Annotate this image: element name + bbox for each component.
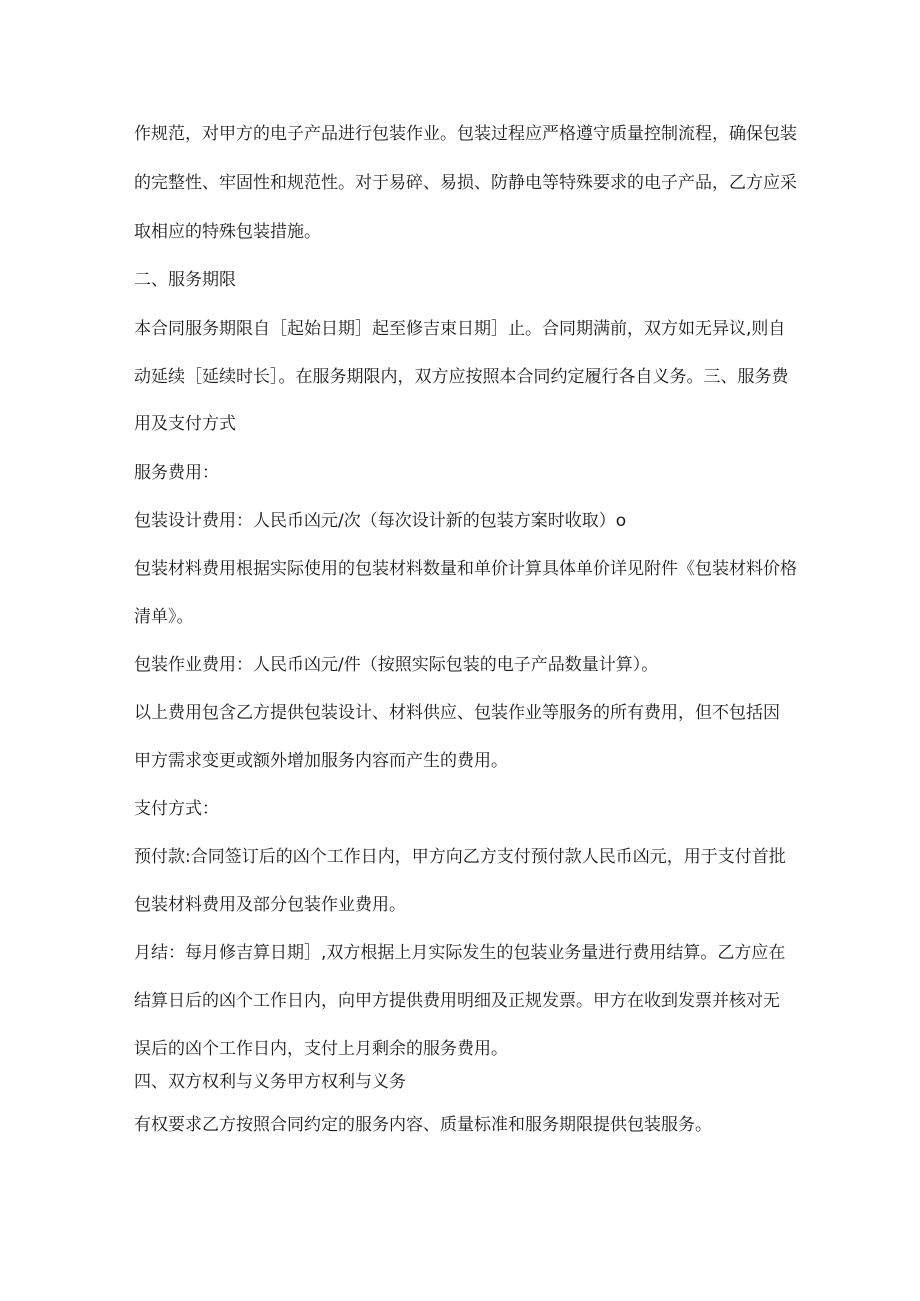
text-line: 包装设计费用：人民币凶元/次（每次设计新的包装方案时收取）o — [134, 511, 627, 531]
text-line: 作规范，对甲方的电子产品进行包装作业。包装过程应严格遵守质量控制流程，确保包装 — [134, 124, 797, 144]
subheading: 服务费用： — [134, 463, 219, 483]
text-line: 有权要求乙方按照合同约定的服务内容、质量标准和服务期限提供包装服务。 — [134, 1115, 712, 1135]
text-line: 包装材料费用及部分包装作业费用。 — [134, 895, 406, 915]
text-line: 本合同服务期限自［起始日期］起至修吉束日期］止。合同期满前，双方如无异议,则自 — [134, 319, 786, 339]
text-line: 动延续［延续时长］。在服务期限内，双方应按照本合同约定履行各自义务。三、服务费 — [134, 367, 789, 387]
text-line: 用及支付方式 — [134, 414, 236, 434]
text-line: 包装作业费用：人民币凶元/件（按照实际包装的电子产品数量计算）。 — [134, 655, 659, 675]
text-line: 以上费用包含乙方提供包装设计、材料供应、包装作业等服务的所有费用，但不包括因 — [134, 703, 780, 723]
text-line: 结算日后的凶个工作日内，向甲方提供费用明细及正规发票。甲方在收到发票并核对无 — [134, 991, 780, 1011]
text-line: 预付款:合同签订后的凶个工作日内，甲方向乙方支付预付款人民币凶元，用于支付首批 — [134, 847, 786, 867]
text-line: 包装材料费用根据实际使用的包装材料数量和单价计算具体单价详见附件《包装材料价格 — [134, 559, 797, 579]
section-heading: 四、双方权利与义务甲方权利与义务 — [134, 1072, 406, 1092]
text-line: 的完整性、牢固性和规范性。对于易碎、易损、防静电等特殊要求的电子产品，乙方应采 — [134, 173, 797, 193]
text-line: 月结：每月修吉算日期］,双方根据上月实际发生的包装业务量进行费用结算。乙方应在 — [134, 943, 786, 963]
text-line: 甲方需求变更或额外增加服务内容而产生的费用。 — [134, 751, 508, 771]
text-line: 误后的凶个工作日内，支付上月剩余的服务费用。 — [134, 1039, 508, 1059]
subheading: 支付方式： — [134, 799, 219, 819]
text-line: 清单》。 — [134, 607, 194, 627]
text-line: 取相应的特殊包装措施。 — [134, 222, 321, 242]
section-heading: 二、服务期限 — [134, 270, 236, 290]
